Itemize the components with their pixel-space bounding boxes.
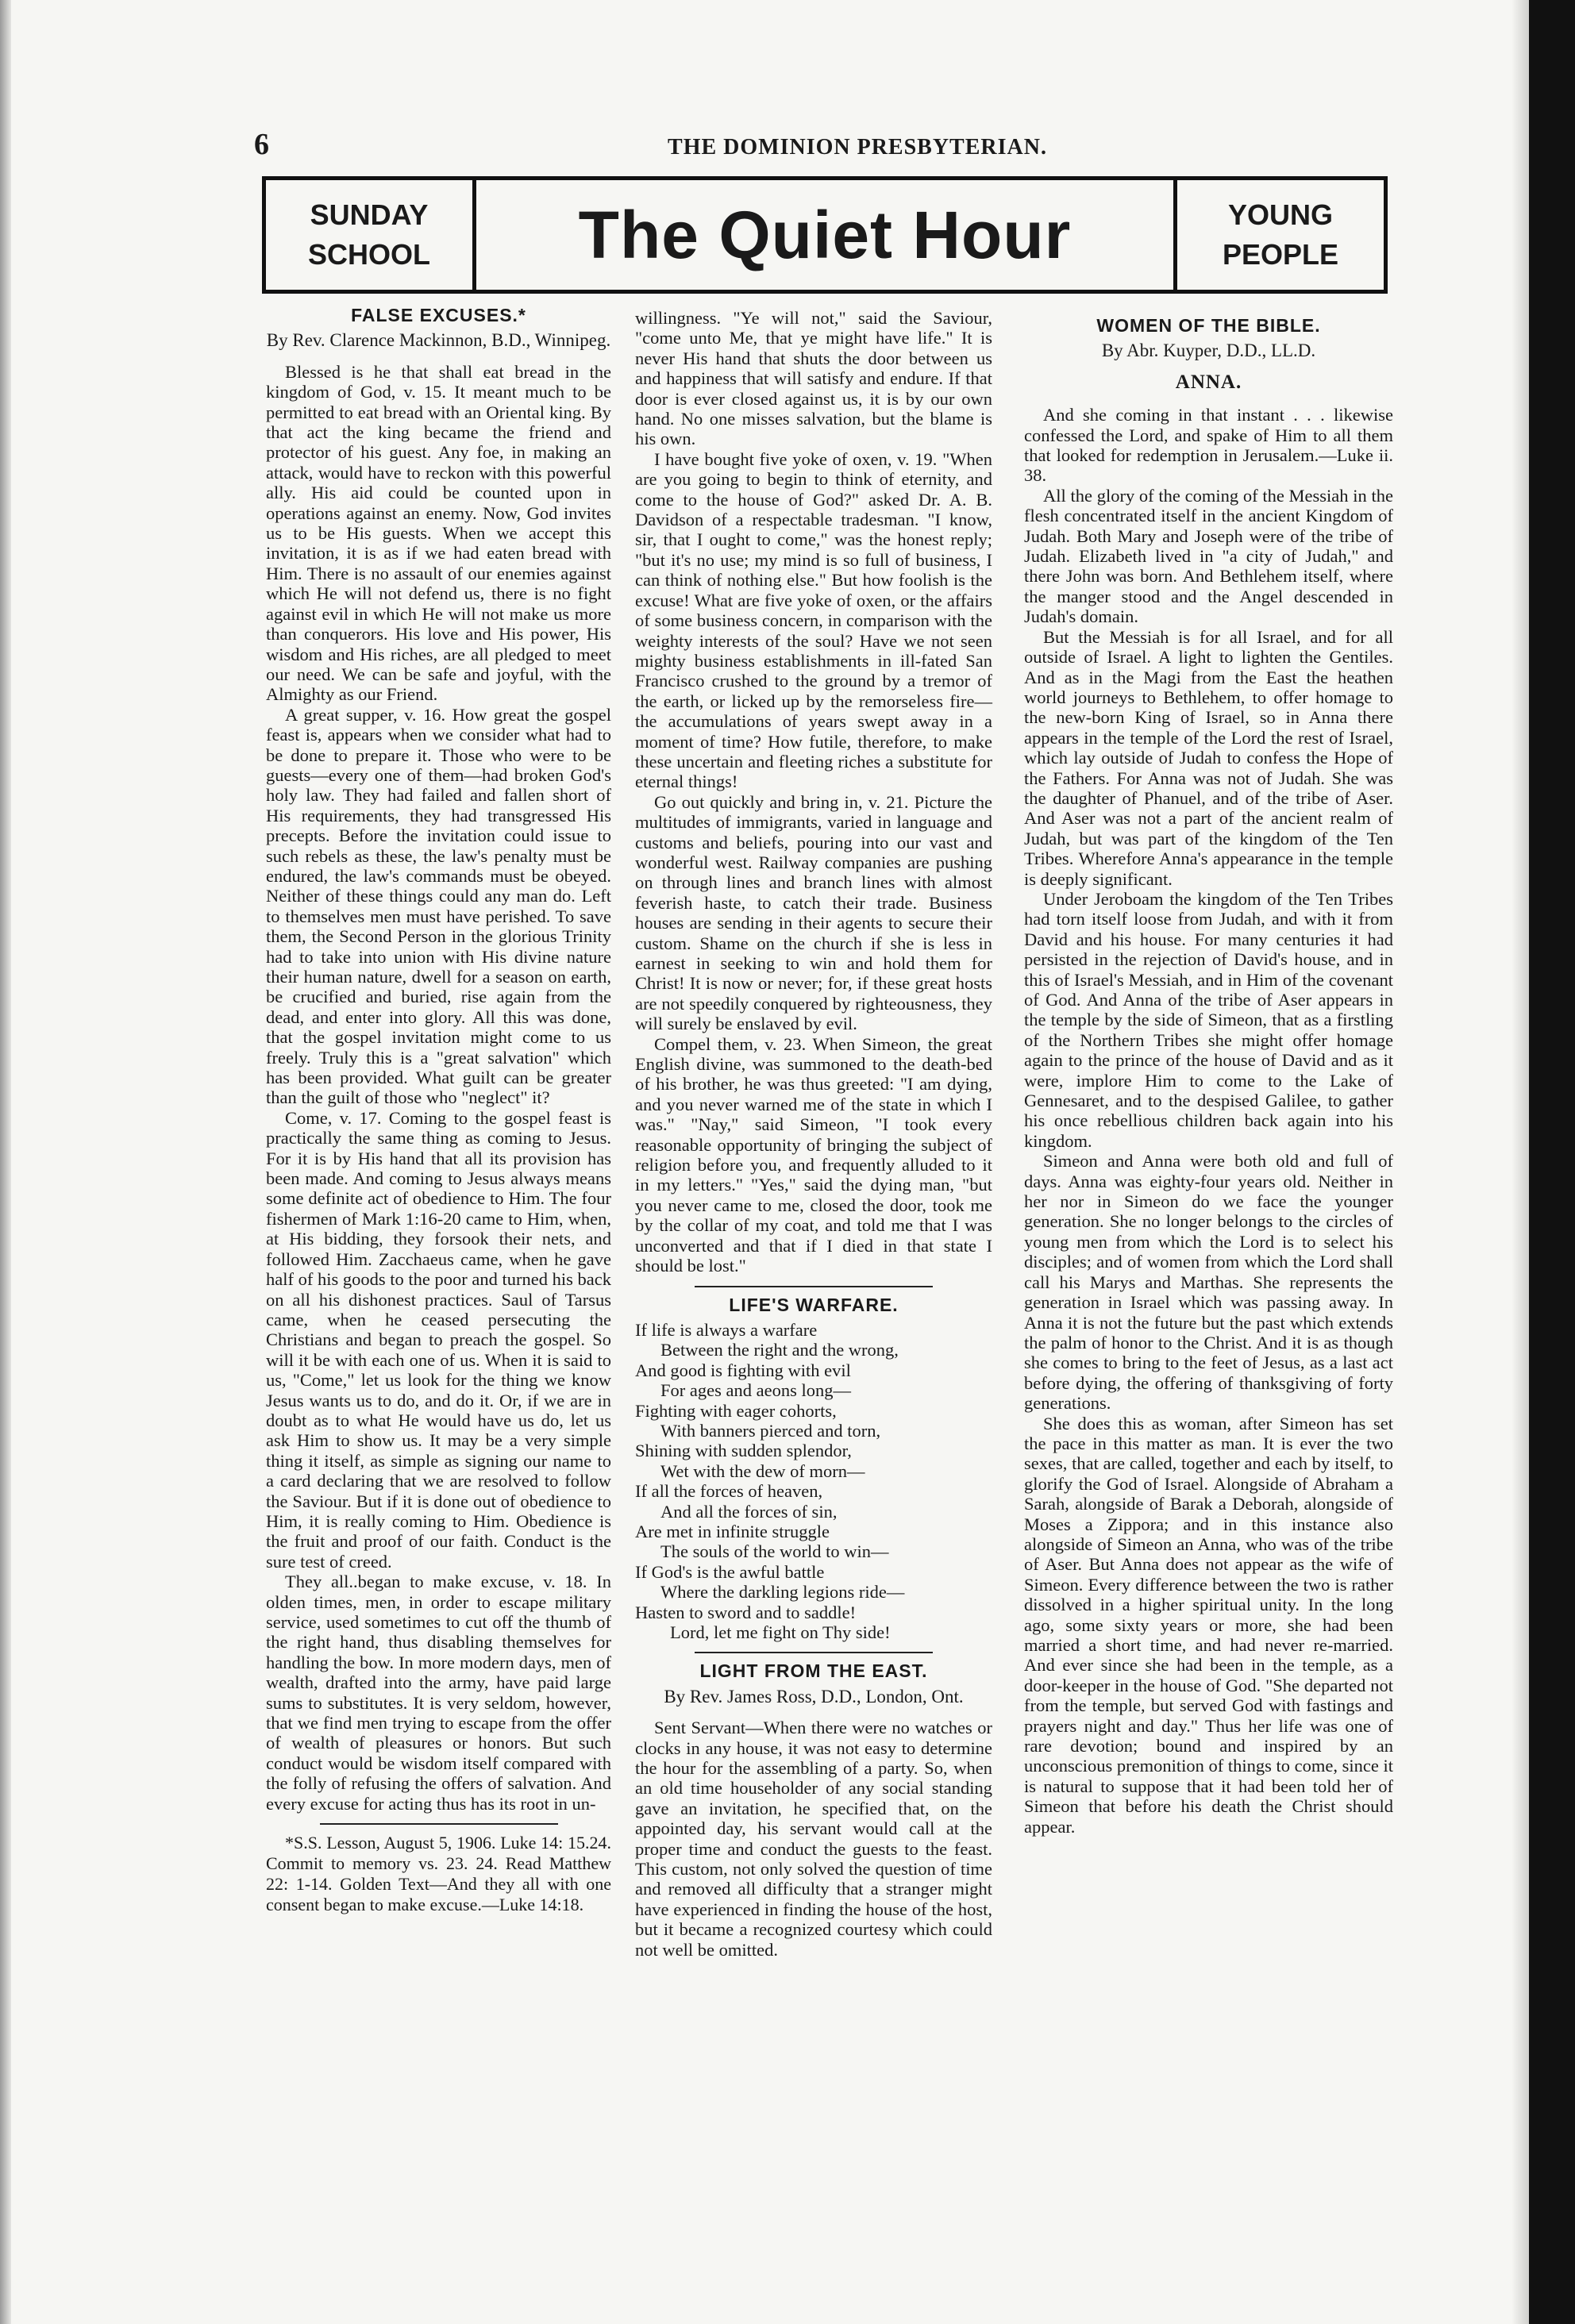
- poem-line: Hasten to sword and to saddle!: [635, 1602, 857, 1622]
- lesson-footnote: *S.S. Lesson, August 5, 1906. Luke 14: 15.24. Commit to memory vs. 23. 24. Read Matthew 22: 1-14. Golden Text—And they all with one consent began to make excuse.—Luke 14:18.: [266, 1833, 611, 1915]
- banner-left-line1: SUNDAY: [310, 198, 429, 231]
- article-byline: By Rev. Clarence Mackinnon, B.D., Winnipeg.: [266, 330, 611, 351]
- poem-line: If life is always a warfare: [635, 1319, 818, 1340]
- article-paragraph: They all..began to make excuse, v. 18. In olden times, men, in order to escape military service, used sometimes to cut off the thumb of the right hand, thus disabling themselves for handling the bow. In more modern days, men of wealth, drafted into the army, have paid large sums to substitutes. It is very seldom, however, that we find men trying to escape from the offer of wealth of pleasures or honors. But such conduct would be wisdom itself compared with the folly of refusing the offers of salvation. And every excuse for acting thus has its root in un-: [266, 1572, 611, 1814]
- poem-line: The souls of the world to win—: [660, 1541, 889, 1562]
- article-paragraph: Sent Servant—When there were no watches or clocks in any house, it was not easy to determine the hour for the assembling of a party. So, when an old time householder of any social standing gave an invitation, he specified that, on the appointed day, his servant would call at the proper time and conduct the guests to the feast. This custom, not only solved the question of time and removed all difficulty that a stranger might have experienced in finding the house of the host, but it became a recognized courtesy which could not well be omitted.: [635, 1718, 992, 1960]
- poem-line: Are met in infinite struggle: [635, 1521, 830, 1541]
- article-paragraph: Come, v. 17. Coming to the gospel feast is practically the same thing as coming to Jesus. For it is by His hand that all its provision has been made. And coming to Jesus always means some definite act of obedience to Him. The four fishermen of Mark 1:16-20 came to Him, when, at His bidding, they forsook their nets, and followed Him. Zacchaeus came, when he gave half of his goods to the poor and turned his back on all his dishonest practices. Saul of Tarsus came, when he ceased persecuting the Christians and began to preach the gospel. So will it be with each one of us. When it is said to us, "Come," let us look for the thing we know Jesus wants us to do, and do it. Or, if we are in doubt as to what He would have us do, let us ask Him to show us. It may be a very simple thing it itself, as simple as signing our name to a card declaring that we are resolved to follow the Saviour. But if it is done out of obedience to Him, it is really coming to Him. Obedience is the fruit and proof of our faith. Conduct is the sure test of creed.: [266, 1107, 611, 1572]
- poem-line: Wet with the dew of morn—: [660, 1460, 865, 1481]
- running-head: THE DOMINION PRESBYTERIAN.: [668, 135, 1047, 160]
- divider-rule: [695, 1286, 933, 1287]
- column-right: [1024, 316, 1393, 1837]
- article-paragraph: A great supper, v. 16. How great the gospel feast is, appears when we consider what had to be done to prepare it. Those who were to be guests—every one of them—had broken God's holy law. They had failed and fallen short of His requirements, they had transgressed His precepts. Before the invitation could issue to such rebels as these, the law's penalty must be endured, the law's commands must be obeyed. Neither of these things could any man do. Left to themselves men must have perished. To save them, the Second Person in the glorious Trinity had to take into union with His divine nature their human nature, dwell for a season on earth, be crucified and buried, rise again from the dead, and enter into glory. All this was done, that the gospel invitation might come to us freely. Truly this is a "great salvation" which has been provided. What guilt can be greater than the guilt of those who "neglect" it?: [266, 704, 611, 1108]
- column-left: [266, 306, 611, 1915]
- article-byline: By Abr. Kuyper, D.D., LL.D.: [1101, 341, 1316, 361]
- poem-line: Lord, let me fight on Thy side!: [670, 1622, 891, 1642]
- column-middle: [635, 308, 992, 1960]
- article-subhead: ANNA.: [1175, 371, 1242, 393]
- poem-line: If all the forces of heaven,: [635, 1481, 823, 1502]
- article-paragraph: But the Messiah is for all Israel, and for all outside of Israel. A light to lighten the Gentiles. And as in the Magi from the East the heathen world journeys to Bethlehem, to offer homage to the new-born King of Israel, so in Anna there appears in the temple of the Lord the rest of Israel, which lay outside of Judah to confess the Hope of the Fathers. For Anna was not of Judah. She was the daughter of Phanuel, and of the tribe of Aser. And Aser was not a part of the ancient realm of Judah, but was part of the kingdom of the Ten Tribes. Wherefore Anna's appearance in the temple is deeply significant.: [1024, 626, 1393, 889]
- poem-line: Shining with sudden splendor,: [635, 1441, 852, 1461]
- article-paragraph: Go out quickly and bring in, v. 21. Picture the multitudes of immigrants, varied in language and customs and beliefs, pouring into our vast and wonderful west. Railway companies are pushing on through lines and branch lines with almost feverish haste, to catch their trade. Business houses are sending in their agents to secure their custom. Shame on the church if she is less in earnest in seeking to win and hold them for Christ! It is now or never; for, if these great hosts are not speedily conquered by righteousness, they will surely be enslaved by evil.: [635, 791, 992, 1034]
- poem-line: And good is fighting with evil: [635, 1360, 851, 1380]
- banner-title: The Quiet Hour: [578, 197, 1072, 272]
- article-title: LIGHT FROM THE EAST.: [699, 1660, 928, 1682]
- article-paragraph: All the glory of the coming of the Messiah in the flesh concentrated itself in the ancient Kingdom of Judah. Both Mary and Joseph were of the tribe of Judah. Elizabeth lived in "a city of Judah," and there John was born. And Bethlehem itself, where the manger stood and the Angel descended in Judah's domain.: [1024, 485, 1393, 627]
- banner-right-line1: YOUNG: [1227, 198, 1333, 231]
- page-number: 6: [254, 128, 269, 161]
- article-paragraph: Blessed is he that shall eat bread in the kingdom of God, v. 15. It meant much to be permitted to eat bread with an Oriental king. By that act the king became the friend and protector of his guest. Any foe, in making an attack, would have to reckon with this powerful ally. His aid could be counted upon in operations against an enemy. Now, God invites us to be His guests. When we accept this invitation, it is as if we had eaten bread with Him. There is no assault of our enemies against which He will not defend us, there is no fight against evil in which He will not make us more than conquerors. His love and His power, His wisdom and His riches, are all pledged to meet our need. We can be safe and joyful, with the Almighty as our Friend.: [266, 361, 611, 705]
- article-title: WOMEN OF THE BIBLE.: [1096, 315, 1321, 336]
- article-title: FALSE EXCUSES.*: [351, 305, 526, 325]
- article-paragraph: Under Jeroboam the kingdom of the Ten Tribes had torn itself loose from Judah, and with it from David and his house. For many centuries it had persisted in the rejection of David's house, and in this of Israel's Messiah, and in Him of the covenant of God. And Anna of the tribe of Aser appears in the temple by the side of Simeon, that as a firstling of the Northern Tribes she might offer homage again to the prince of the house of David and as it were, implore Him to come to the Lake of Gennesaret, and to the despised Galilee, to gather his once rebellious children back again into his kingdom.: [1024, 888, 1393, 1151]
- poem-line: Where the darkling legions ride—: [660, 1582, 905, 1603]
- section-banner: [262, 176, 1388, 294]
- article-paragraph: Compel them, v. 23. When Simeon, the great English divine, was summoned to the death-bed of his brother, he was thus greeted: "I am dying, and you never warned me of the state in which I was." "Nay," said Simeon, "I took every reasonable opportunity of bringing the subject of religion before you, and frequently alluded to it in my letters." "Yes," said the dying man, "but you never came to me, closed the door, took me by the collar of my coat, and told me that I was unconverted and that if I died in that state I should be lost.": [635, 1033, 992, 1276]
- banner-right-box: [1173, 180, 1384, 290]
- scan-edge-left: [0, 0, 11, 2324]
- banner-left-line2: SCHOOL: [307, 238, 430, 271]
- poem-line: If God's is the awful battle: [635, 1561, 825, 1582]
- article-paragraph: willingness. "Ye will not," said the Saviour, "come unto Me, that ye might have life." It is never His hand that shuts the door between us and happiness that will satisfy and endure. If that door is ever closed against us, it is by our own hand. No one misses salvation, but the blame is his own.: [635, 308, 992, 449]
- poem-title: LIFE'S WARFARE.: [729, 1294, 899, 1315]
- divider-rule: [695, 1652, 933, 1653]
- poem-line: Fighting with eager cohorts,: [635, 1400, 837, 1421]
- scan-edge-right: [1529, 0, 1575, 2324]
- poem-line: With banners pierced and torn,: [660, 1420, 881, 1441]
- article-paragraph: Simeon and Anna were both old and full of days. Anna was eighty-four years old. Neither in her nor in Simeon do we face the younger generation. She no longer belongs to the circles of young men from which the Lord is to select his disciples; and of women from which the Lord shall call his Marys and Marthas. She represents the generation in Israel which was passing away. In Anna it is not the future but the past which extends the palm of honor to the Christ. And it is as though she comes to bring to the feet of Jesus, as a last act before dying, the offering of thanksgiving of forty generations.: [1024, 1151, 1393, 1414]
- divider-rule: [320, 1823, 558, 1825]
- poem-line: And all the forces of sin,: [660, 1501, 838, 1522]
- poem-line: For ages and aeons long—: [660, 1380, 851, 1401]
- poem-line: Between the right and the wrong,: [660, 1340, 899, 1360]
- epigraph: And she coming in that instant . . . likewise confessed the Lord, and spake of Him to all them that looked for redemption in Jerusalem.—Luke ii. 38.: [1024, 405, 1393, 486]
- article-paragraph: She does this as woman, after Simeon has set the pace in this matter as man. It is ever the two sexes, that are called, together and each by itself, to glorify the God of Israel. Alongside of Abraham a Sarah, alongside of Barak a Deborah, alongside of Moses a Zippora; and in this instance also alongside of Simeon an Anna, who was of the tribe of Aser. But Anna does not appear as the wife of Simeon. Every difference between the two is rather dissolved in a higher spiritual unity. In the long ago, some sixty years or more, she had been married a short time, and had never re-married. And ever since she had been in the temple, as a door-keeper in the house of God. "She departed not from the temple, but served God with fastings and prayers night and day." Thus her life was one of rare devotion; bound and inspired by an unconscious premonition of things to come, since it is natural to suppose that it had been told her of Simeon that before his death the Christ should appear.: [1024, 1413, 1393, 1837]
- banner-left-box: [266, 180, 476, 290]
- article-byline: By Rev. James Ross, D.D., London, Ont.: [664, 1686, 964, 1706]
- article-paragraph: I have bought five yoke of oxen, v. 19. "When are you going to begin to think of eternity, and come to the house of God?" asked Dr. A. B. Davidson of a respectable tradesman. "I know, sir, that I ought to come," was the honest reply; "but it's no use; my mind is so full of business, I can think of nothing else." But how foolish is the excuse! What are five yoke of oxen, or the affairs of some business concern, in comparison with the weighty interests of the soul? Have we not seen mighty business establishments in ill-fated San Francisco crushed to the ground by a tremor of the earth, or licked up by the remorseless fire—the accumulations of years swept away in a moment of time? How futile, therefore, to make these uncertain and fleeting riches a substitute for eternal things!: [635, 448, 992, 792]
- poem-body: [635, 1320, 992, 1643]
- banner-right-line2: PEOPLE: [1222, 238, 1339, 271]
- scan-edge-shadow: [1511, 0, 1529, 2324]
